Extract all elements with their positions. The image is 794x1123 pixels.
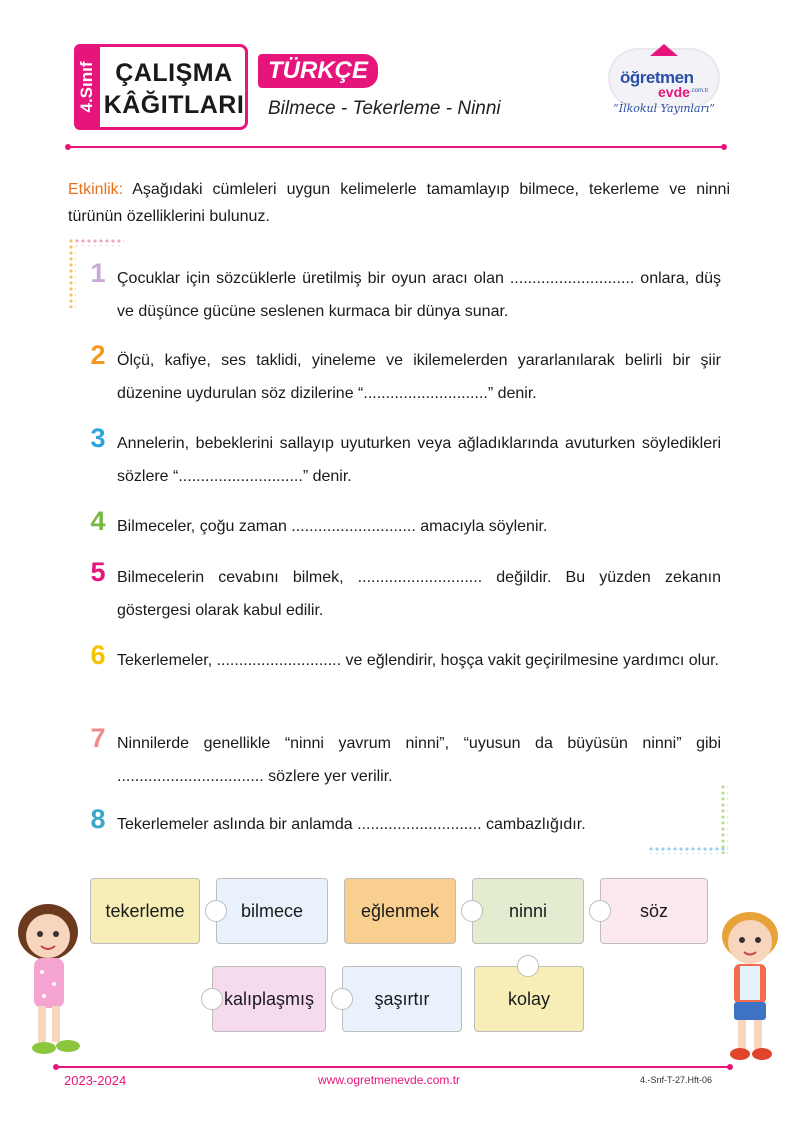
question-text: Annelerin, bebeklerini sallayıp uyuturken veya ağladıklarında avuturken söyledikleri sözlere “............................” denir. xyxy=(117,435,721,485)
activity-label: Etkinlik: xyxy=(68,181,124,198)
word-label: kalıplaşmış xyxy=(223,989,315,1009)
dotted-frame-left xyxy=(68,238,76,308)
logo-word-2: evde xyxy=(658,84,690,100)
grade-tab xyxy=(74,44,100,130)
footer-divider xyxy=(56,1066,730,1068)
word-piece-soz[interactable] xyxy=(600,878,708,944)
word-piece-sasirtir[interactable] xyxy=(342,966,462,1032)
question-number: 8 xyxy=(90,804,106,834)
header-divider xyxy=(68,146,724,148)
topic-title: Bilmece - Tekerleme - Ninni xyxy=(268,98,501,119)
question-text: Bilmeceler, çoğu zaman ............................ amacıyla söylenir. xyxy=(117,518,548,535)
boy-illustration xyxy=(710,904,788,1064)
question-number: 2 xyxy=(90,340,106,370)
question-text: Ninnilerde genellikle “ninni yavrum ninni”, “uyusun da büyüsün ninni” gibi ................................. sözlere yer verilir. xyxy=(117,735,721,785)
subject-badge: TÜRKÇE xyxy=(258,54,378,88)
word-label: şaşırtır xyxy=(374,989,430,1009)
word-label: ninni xyxy=(508,901,548,921)
question-text: Ölçü, kafiye, ses taklidi, yineleme ve ikilemelerden yararlanılarak belirli bir şiir düzenine uydurulan söz dizilerine “............................” denir. xyxy=(117,352,721,402)
girl-illustration xyxy=(8,896,88,1066)
dotted-frame-top-left xyxy=(68,238,124,246)
publisher-logo xyxy=(606,44,722,130)
word-piece-ninni[interactable] xyxy=(472,878,584,944)
activity-text: Aşağıdaki cümleleri uygun kelimelerle tamamlayıp bilmece, tekerleme ve ninni türünün özelliklerini bulunuz. xyxy=(68,181,730,225)
logo-tagline: “İlkokul Yayınları” xyxy=(613,102,715,115)
dotted-frame-bottom-right xyxy=(648,846,728,854)
footer-year: 2023-2024 xyxy=(64,1073,127,1088)
word-label: söz xyxy=(639,901,668,921)
title-box xyxy=(100,44,248,130)
word-label: tekerleme xyxy=(105,901,185,921)
question-number: 3 xyxy=(90,423,106,453)
word-piece-tekerleme[interactable] xyxy=(90,878,200,944)
word-piece-kaliplasmis[interactable] xyxy=(212,966,326,1032)
question-number: 5 xyxy=(90,557,106,587)
word-label: bilmece xyxy=(240,901,304,921)
question-number: 7 xyxy=(90,723,106,753)
question-text: Bilmecelerin cevabını bilmek, ............................ değildir. Bu yüzden zekanın göstergesi olarak kabul edilir. xyxy=(117,569,721,619)
footer-doc-code: 4.-Snf-T-27.Hft-06 xyxy=(640,1075,713,1085)
title-line-1: ÇALIŞMA xyxy=(115,59,233,87)
title-line-2: KÂĞITLARI xyxy=(103,91,245,119)
word-piece-bilmece[interactable] xyxy=(216,878,328,944)
question-number: 4 xyxy=(90,506,106,536)
word-piece-eglenmek[interactable] xyxy=(344,878,456,944)
house-roof-icon xyxy=(650,44,678,56)
question-text: Çocuklar için sözcüklerle üretilmiş bir oyun aracı olan ............................ onlara, düş ve düşünce gücüne seslenen kurmaca bir dünya sunar. xyxy=(117,270,721,320)
question-text: Tekerlemeler aslında bir anlamda ............................ cambazlığıdır. xyxy=(117,816,586,833)
question-text: Tekerlemeler, ............................ ve eğlendirir, hoşça vakit geçirilmesine yardımcı olur. xyxy=(117,652,719,669)
footer-website-link[interactable]: www.ogretmenevde.com.tr xyxy=(318,1073,461,1087)
word-label: kolay xyxy=(507,989,551,1009)
question-number: 1 xyxy=(90,258,106,288)
question-number: 6 xyxy=(90,640,106,670)
activity-instruction xyxy=(68,176,730,230)
word-label: eğlenmek xyxy=(360,901,440,921)
dotted-frame-right xyxy=(720,784,728,854)
grade-label: 4.Sınıf xyxy=(77,61,96,113)
word-piece-kolay[interactable] xyxy=(474,966,584,1032)
logo-word-1: öğretmen xyxy=(620,68,694,87)
logo-tld: .com.tr xyxy=(690,88,709,94)
